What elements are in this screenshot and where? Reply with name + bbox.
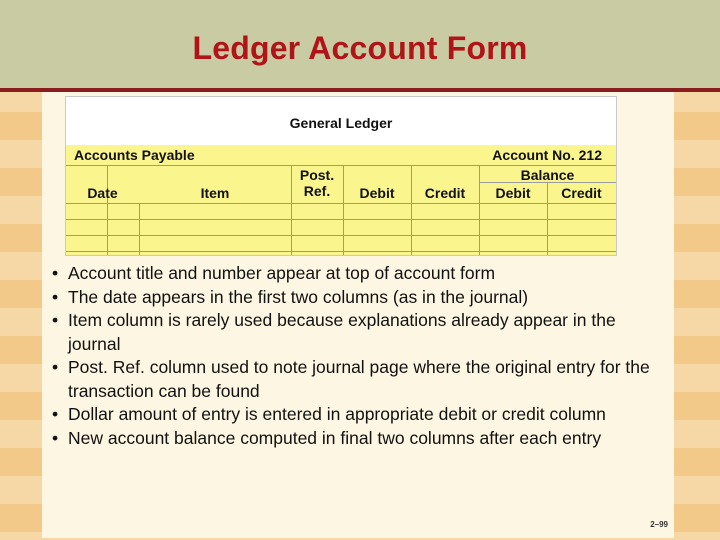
bullet-text: Post. Ref. column used to note journal page where the original entry for the transaction can be found [68,357,650,401]
account-title: Accounts Payable [74,147,195,163]
col-header-date: Date [87,185,118,201]
slide-title: Ledger Account Form [192,30,528,66]
col-divider [139,203,140,255]
col-header-post-ref-line1: Post. [299,167,335,183]
bullet-dot-icon: • [52,263,59,283]
col-header-balance-credit: Credit [561,185,602,201]
bullet-dot-icon: • [52,404,59,424]
col-header-post-ref-line2: Ref. [303,183,331,199]
bullet-dot-icon: • [52,427,59,448]
ledger-title: General Ledger [289,115,393,131]
col-divider [343,165,344,255]
ledger-form [65,96,617,256]
bullet-item [52,356,652,403]
ledger-body [66,145,616,255]
col-divider [411,165,412,255]
bullet-item [52,403,652,427]
bullet-item [52,262,652,286]
col-header-credit: Credit [424,185,466,201]
col-header-balance: Balance [520,167,575,183]
bullet-text: Item column is rarely used because explanations already appear in the journal [68,310,616,354]
bullet-text: New account balance computed in final two columns after each entry [68,427,602,448]
bullet-dot-icon: • [52,286,59,307]
col-header-debit: Debit [359,185,395,201]
account-row [66,145,616,165]
bullet-item [52,286,652,310]
ledger-header [66,97,616,145]
bullet-list [52,262,652,450]
bullet-dot-icon: • [52,357,59,377]
col-header-post-ref [291,167,343,199]
bullet-dot-icon: • [52,310,59,330]
row-line [66,219,616,220]
bullet-text: Dollar amount of entry is entered in appropriate debit or credit column [68,404,606,424]
bullet-item [52,309,652,356]
row-line [66,251,616,252]
col-divider [107,165,108,255]
row-line [66,235,616,236]
bullet-text: Account title and number appear at top of account form [68,263,496,283]
bullet-item [52,427,652,451]
rule-account [66,165,616,166]
col-header-balance-debit: Debit [495,185,531,201]
bullet-text: The date appears in the first two columns (as in the journal) [68,286,529,307]
rule-header [66,203,616,204]
account-number: Account No. 212 [492,147,602,163]
col-header-item: Item [200,185,230,201]
page-number: 2–99 [650,520,668,529]
